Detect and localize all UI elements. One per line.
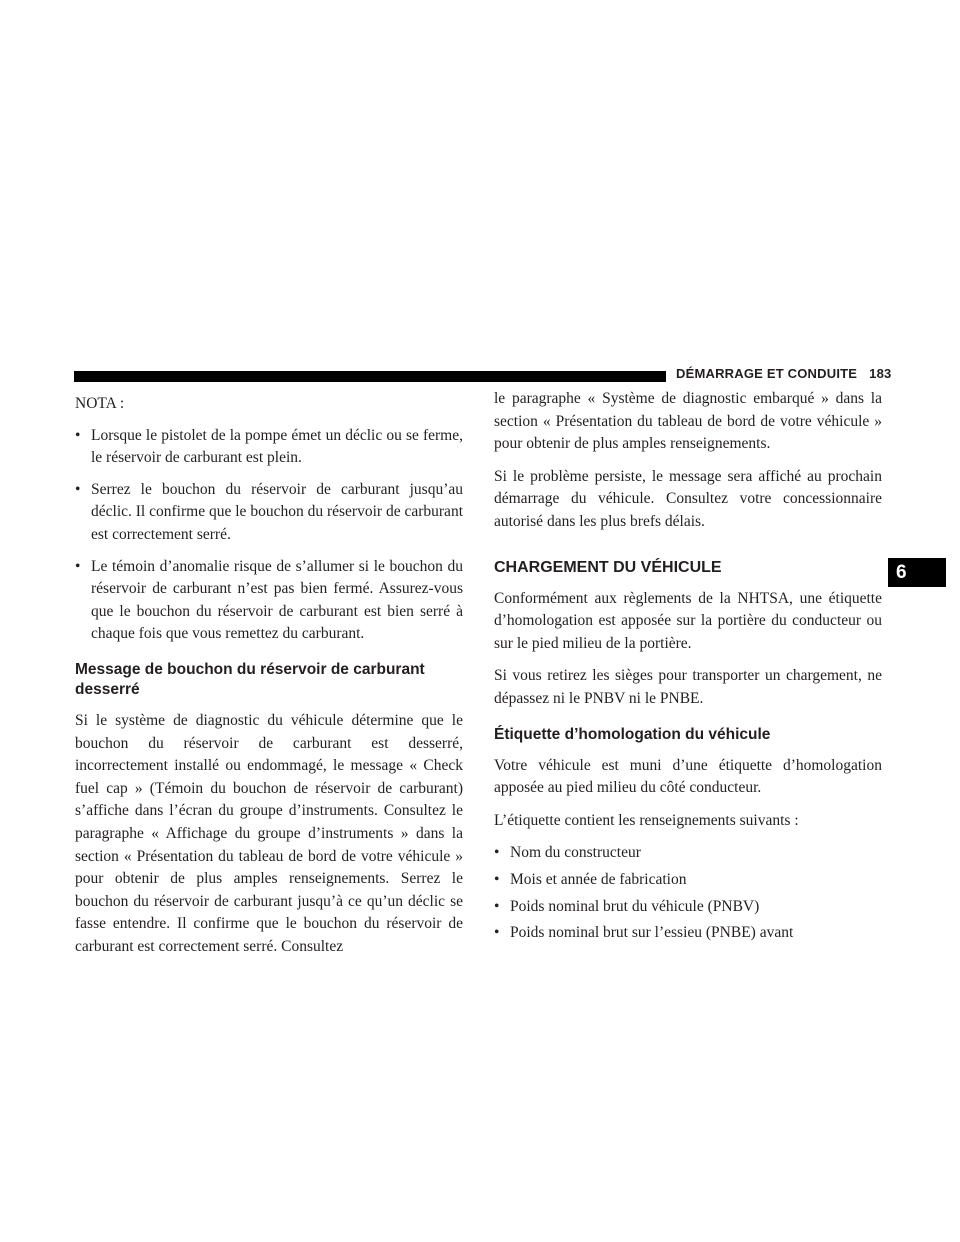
list-item: • Serrez le bouchon du réservoir de carburant jusqu’au déclic. Il confirme que le bouchon du réservoir de carburant est correctement serré. (75, 479, 463, 547)
list-item: • Le témoin d’anomalie risque de s’allumer si le bouchon du réservoir de carburant n’est pas bien fermé. Assurez-vous que le bouchon du réservoir de carburant est bien serré à chaque fois que vous remettez du carburant. (75, 556, 463, 646)
vehicle-loading-heading: CHARGEMENT DU VÉHICULE (494, 558, 722, 576)
right-column (494, 388, 882, 953)
certification-label-heading: Étiquette d’homologation du véhicule (494, 725, 771, 743)
loading-paragraph: Conformément aux règlements de la NHTSA, une étiquette d’homologation est apposée sur la portière du conducteur ou sur le pied milieu de la portière. (494, 589, 882, 652)
running-header (676, 366, 891, 381)
section-title: DÉMARRAGE ET CONDUITE (676, 366, 858, 381)
note-label: NOTA : (75, 395, 125, 412)
list-item: • Poids nominal brut du véhicule (PNBV) (494, 896, 882, 919)
label-paragraph: Votre véhicule est muni d’une étiquette d’homologation apposée au pied milieu du côté conducteur. (494, 756, 882, 797)
label-paragraph: L’étiquette contient les renseignements suivants : (494, 811, 799, 829)
header-rule (74, 371, 666, 382)
list-item: • Poids nominal brut sur l’essieu (PNBE) avant (494, 922, 882, 945)
page-number: 183 (869, 366, 892, 381)
list-item: • Nom du constructeur (494, 842, 882, 865)
loading-paragraph: Si vous retirez les sièges pour transporter un chargement, ne dépassez ni le PNBV ni le PNBE. (494, 667, 882, 707)
left-column (75, 393, 463, 968)
continuation-paragraph: le paragraphe « Système de diagnostic embarqué » dans la section « Présentation du tableau de bord de votre véhicule » pour obtenir de plus amples renseignements. (494, 390, 882, 453)
persist-paragraph: Si le problème persiste, le message sera affiché au prochain démarrage du véhicule. Consultez votre concessionnaire autorisé dans les plus brefs délais. (494, 467, 882, 530)
list-item: • Lorsque le pistolet de la pompe émet un déclic ou se ferme, le réservoir de carburant est plein. (75, 425, 463, 470)
loose-cap-paragraph: Si le système de diagnostic du véhicule détermine que le bouchon du réservoir de carburant est desserré, incorrectement installé ou endommagé, le message « Check fuel cap » (Témoin du bouchon de réservoir de carburant) s’affiche dans l’écran du groupe d’instruments. Consultez le paragraphe « Affichage du groupe d’instruments » dans la section « Présentation du tableau de bord de votre véhicule » pour obtenir de plus amples renseignements. Serrez le bouchon du réservoir de carburant jusqu’à ce qu’un déclic se fasse entendre. Il confirme que le bouchon du réservoir de carburant est correctement serré. Consultez (75, 711, 463, 955)
chapter-tab: 6 (888, 558, 946, 587)
loose-cap-heading: Message de bouchon du réservoir de carburant desserré (75, 660, 425, 698)
label-bullet-list (494, 842, 882, 944)
list-item: • Mois et année de fabrication (494, 869, 882, 892)
note-bullet-list (75, 425, 463, 646)
